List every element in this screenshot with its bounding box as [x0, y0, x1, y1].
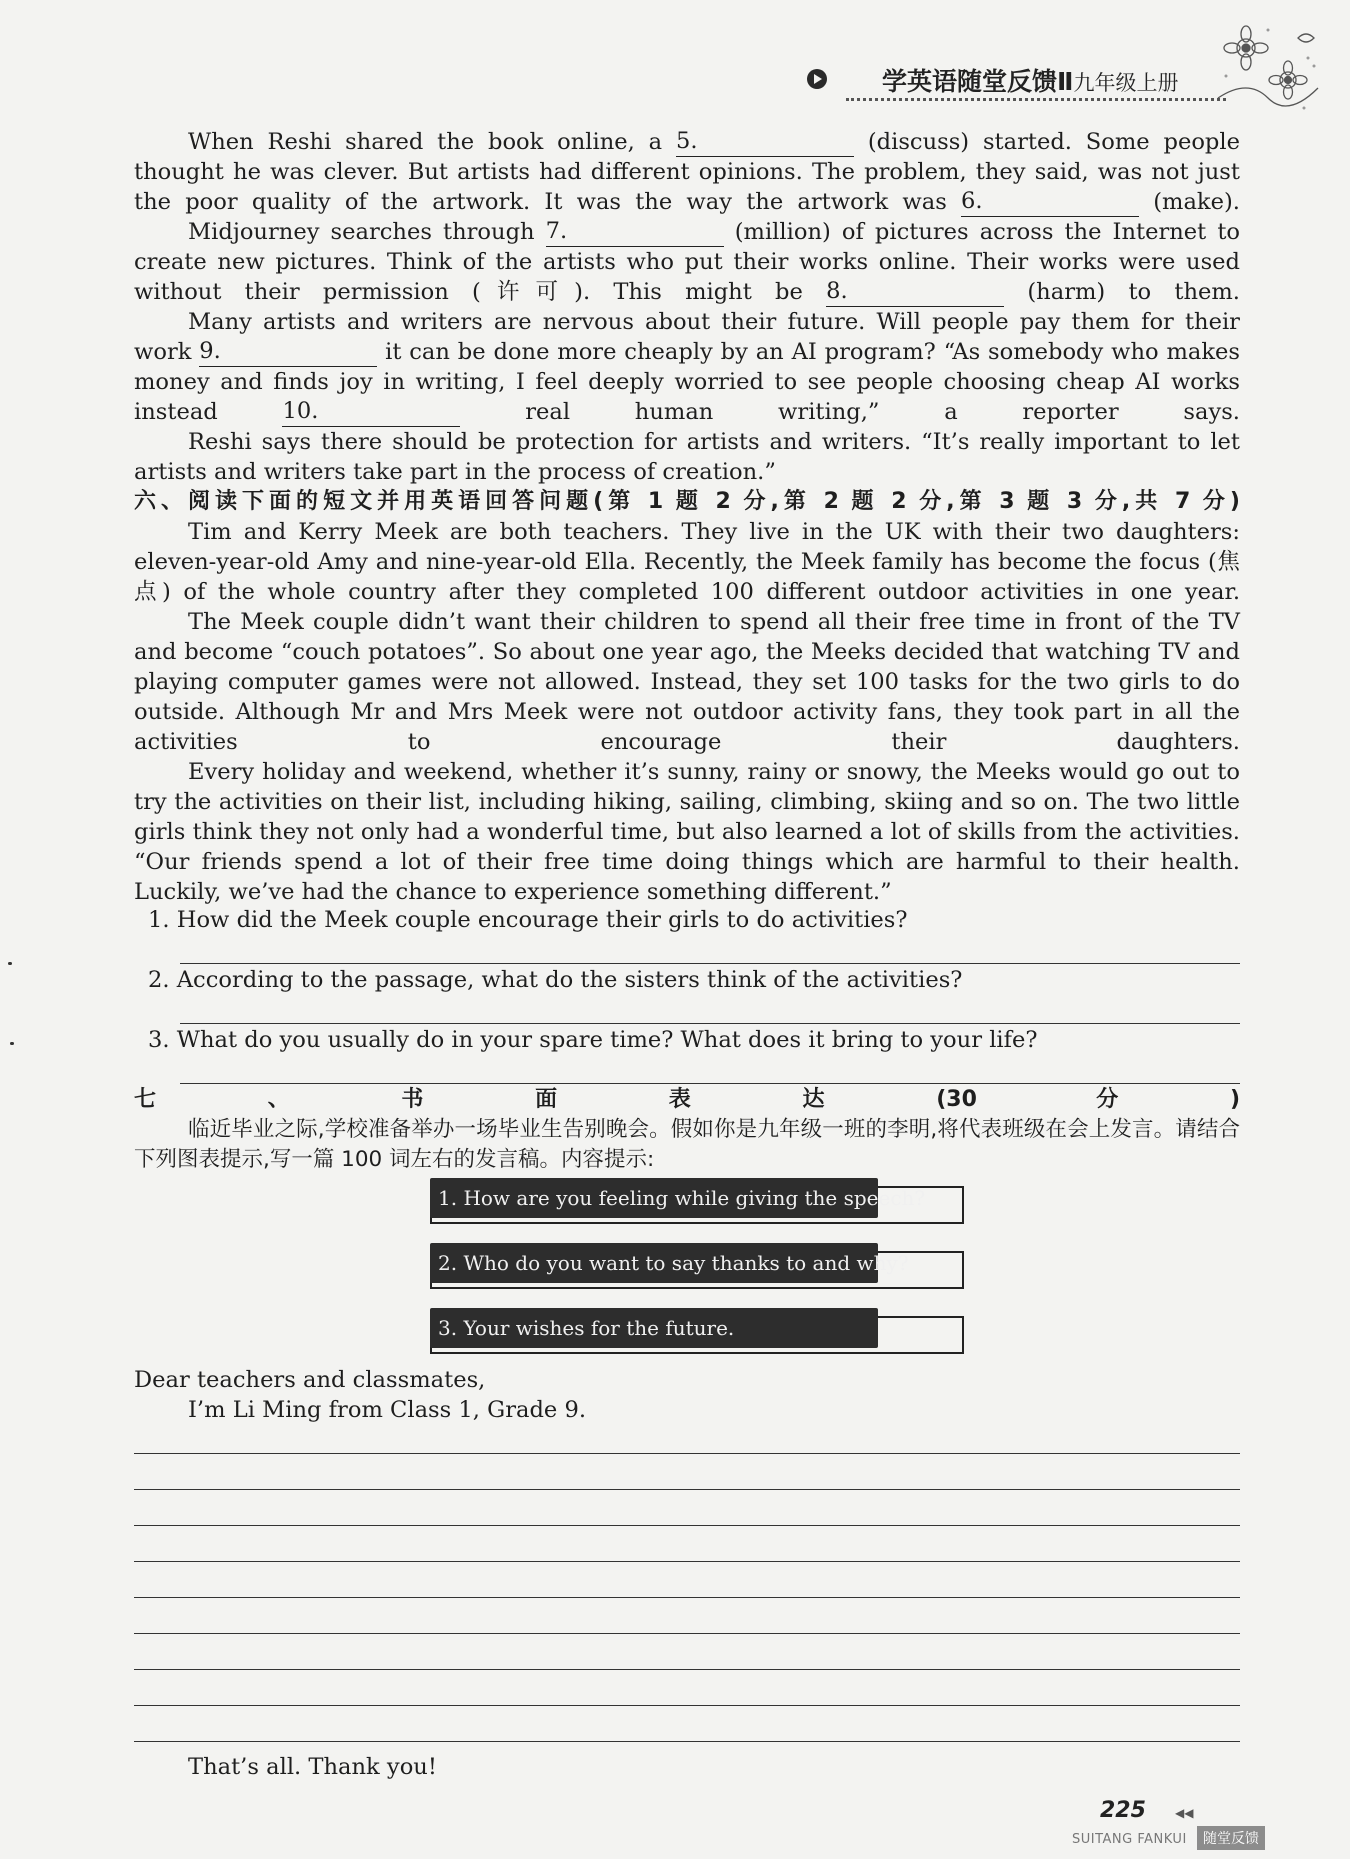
answer-line-3[interactable]	[180, 1083, 1240, 1084]
writing-line[interactable]	[134, 1669, 1240, 1670]
section-6-heading: 六、阅读下面的短文并用英语回答问题(第 1 题 2 分,第 2 题 2 分,第 3 题 3 分,共 7 分)	[134, 489, 1240, 514]
blank-9[interactable]: 9.	[199, 342, 377, 367]
section-7	[134, 1085, 1240, 1175]
writing-line[interactable]	[134, 1741, 1240, 1742]
writing-line[interactable]	[134, 1561, 1240, 1562]
header-dotted-rule	[846, 98, 1226, 101]
writing-line[interactable]	[134, 1705, 1240, 1706]
blank-8[interactable]: 8.	[826, 282, 1004, 307]
section-7-heading: 七、书面表达(30 分)	[134, 1087, 1240, 1112]
prompt-label: 1. How are you feeling while giving the speech?	[430, 1178, 878, 1218]
brand-badge: 随堂反馈	[1197, 1826, 1265, 1850]
flower-icon	[1208, 18, 1328, 118]
answer-line-2[interactable]	[180, 1023, 1240, 1024]
speech-closing	[134, 1752, 1240, 1782]
passage-text: Midjourney searches through	[188, 219, 535, 245]
passage-text: it can be done more cheaply by an AI program? “As somebody who makes money and finds joy in writing, I feel deeply worried to see people choosing cheap AI works instead	[134, 339, 1241, 425]
writing-line[interactable]	[134, 1597, 1240, 1598]
brand-latin: SUITANG FANKUI	[1072, 1832, 1187, 1847]
passage-text: (discuss) started. Some people thought he was clever. But artists had different opinions. The problem, they said, was not just the poor quality of the artwork. It was the way the artwork was	[134, 129, 1240, 215]
passage-text: real human writing,” a reporter says.	[525, 399, 1240, 425]
reading-paragraph: The Meek couple didn’t want their children to spend all their free time in front of the TV and become “couch potatoes”. So about one year ago, the Meeks decided that watching TV and playing computer games were not allowed. Instead, they set 100 tasks for the two girls to do outside. Although Mr and Mrs Meek were not outdoor activity fans, they took part in all the activities to encourage their daughters.	[134, 609, 1240, 755]
prompt-label: 2. Who do you want to say thanks to and why?	[430, 1243, 878, 1283]
page-header	[806, 60, 1226, 110]
passage-text: Many artists and writers are nervous about their future. Will people pay them for their work	[134, 309, 1240, 365]
passage-paragraph: Reshi says there should be protection for artists and writers. “It’s really important to let artists and writers take part in the process of creation.”	[134, 429, 1240, 485]
margin-mark	[10, 1042, 14, 1045]
question-2: 2. According to the passage, what do the sisters think of the activities?	[148, 967, 963, 993]
prompt-label: 3. Your wishes for the future.	[430, 1308, 878, 1348]
passage-text: (million) of pictures across the Internet to create new pictures. Think of the artists who put their works online. Their works were used without their permission (许可). This might be	[134, 219, 1240, 305]
blank-7[interactable]: 7.	[546, 222, 724, 247]
passage-text: When Reshi shared the book online, a	[188, 129, 663, 155]
blank-5[interactable]: 5.	[676, 132, 854, 157]
blank-10[interactable]: 10.	[282, 402, 460, 427]
passage-text: (harm) to them.	[1027, 279, 1240, 305]
question-1: 1. How did the Meek couple encourage their girls to do activities?	[148, 907, 908, 933]
double-arrow-left-icon: ◀◀	[1175, 1806, 1194, 1820]
speech-opening	[134, 1365, 1240, 1425]
closing-line: That’s all. Thank you!	[188, 1754, 437, 1780]
cloze-passage	[134, 127, 1240, 907]
margin-mark	[8, 962, 12, 965]
greeting: Dear teachers and classmates,	[134, 1367, 486, 1393]
writing-line[interactable]	[134, 1453, 1240, 1454]
passage-text: (make).	[1153, 189, 1240, 215]
reading-paragraph: Every holiday and weekend, whether it’s sunny, rainy or snowy, the Meeks would go out to try the activities on their list, including hiking, sailing, climbing, skiing and so on. The two little girls think they not only had a wonderful time, but also learned a lot of skills from the activities. “Our friends spend a lot of their free time doing things which are harmful to their health. Luckily, we’ve had the chance to experience something different.”	[134, 759, 1240, 905]
writing-instruction: 临近毕业之际,学校准备举办一场毕业生告别晚会。假如你是九年级一班的李明,将代表班级在会上发言。请结合下列图表提示,写一篇 100 词左右的发言稿。内容提示:	[134, 1117, 1240, 1172]
prompt-1	[430, 1178, 965, 1224]
blank-6[interactable]: 6.	[961, 192, 1139, 217]
book-title: 学英语随堂反馈Ⅱ九年级上册	[882, 67, 1179, 96]
play-icon	[806, 68, 828, 90]
question-3: 3. What do you usually do in your spare time? What does it bring to your life?	[148, 1027, 1038, 1053]
page-number: 225	[1100, 1798, 1146, 1823]
reading-paragraph: Tim and Kerry Meek are both teachers. They live in the UK with their two daughters: eleven-year-old Amy and nine-year-old Ella. Recently, the Meek family has become the focus (焦点) of the whole country after they completed 100 different outdoor activities in one year.	[134, 519, 1240, 605]
writing-line[interactable]	[134, 1525, 1240, 1526]
answer-line-1[interactable]	[180, 963, 1240, 964]
prompt-3	[430, 1308, 965, 1354]
prompt-2	[430, 1243, 965, 1289]
writing-line[interactable]	[134, 1633, 1240, 1634]
intro-line: I’m Li Ming from Class 1, Grade 9.	[188, 1397, 587, 1423]
writing-line[interactable]	[134, 1489, 1240, 1490]
book-subtitle: 九年级上册	[1073, 71, 1179, 95]
